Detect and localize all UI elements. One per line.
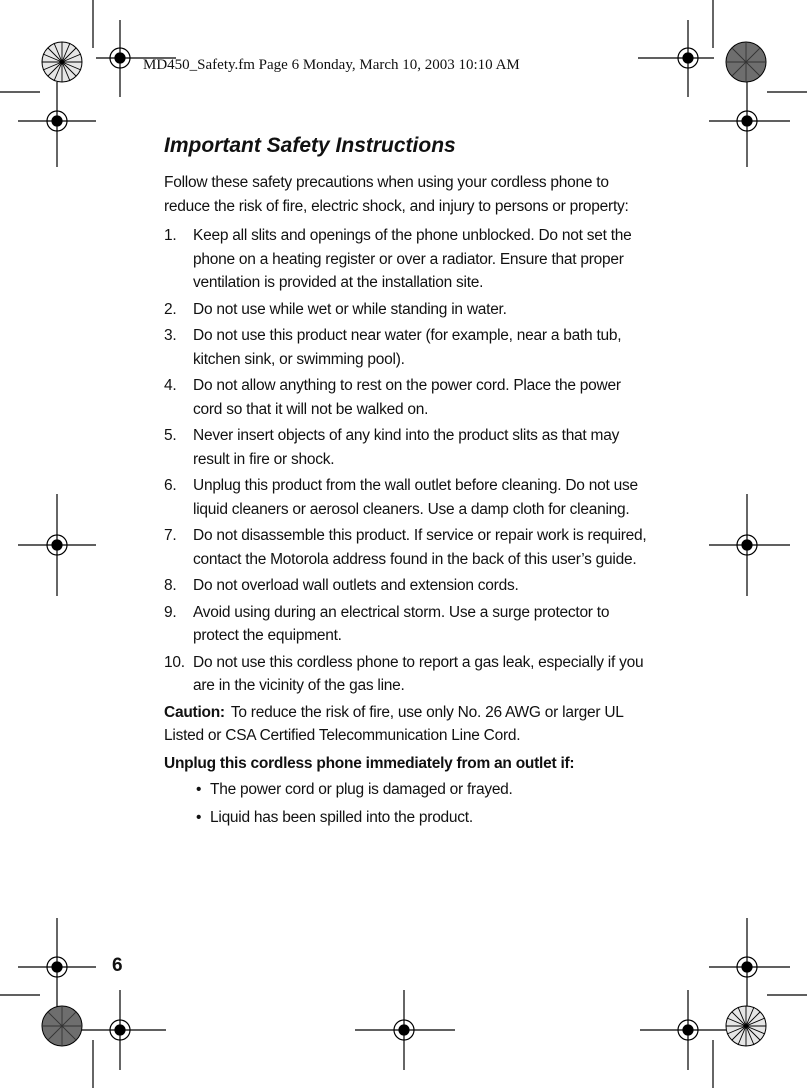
starburst-calibration-icon [726, 1006, 766, 1046]
list-item [164, 224, 648, 295]
list-item-text: Liquid has been spilled into the product. [210, 808, 473, 826]
list-item-number: 7. [164, 527, 177, 544]
list-item [164, 524, 648, 571]
file-slug: MD450_Safety.fm Page 6 Monday, March 10, 2003 10:10 AM [143, 57, 520, 73]
starburst-calibration-icon [42, 42, 82, 82]
list-item-text: Unplug this product from the wall outlet before cleaning. Do not use liquid cleaners or aerosol cleaners. Use a damp cloth for cleaning. [193, 477, 638, 518]
unplug-conditions-list [164, 778, 648, 829]
list-item-text: Keep all slits and openings of the phone unblocked. Do not set the phone on a heating register or over a radiator. Ensure that proper ventilation is provided at the installation site. [193, 227, 632, 291]
list-item-text: Never insert objects of any kind into the product slits as that may result in fire or shock. [193, 427, 620, 468]
list-item-text: Do not use this cordless phone to report a gas leak, especially if you are in the vicinity of the gas line. [193, 653, 644, 694]
list-item-text: Do not use this product near water (for example, near a bath tub, kitchen sink, or swimming pool). [193, 327, 622, 368]
list-item [164, 298, 648, 322]
list-item-number: 6. [164, 477, 177, 494]
safety-steps-list [164, 224, 648, 698]
list-item-text: The power cord or plug is damaged or frayed. [210, 781, 513, 798]
list-item-number: 8. [164, 577, 177, 594]
gray-calibration-disc-icon [42, 1006, 82, 1046]
list-item-number: 4. [164, 377, 177, 394]
unplug-heading: Unplug this cordless phone immediately from an outlet if: [164, 754, 575, 772]
list-item-number: 3. [164, 327, 177, 344]
list-item-text: Do not overload wall outlets and extension cords. [193, 577, 519, 594]
list-item [164, 424, 648, 471]
list-item-number: 5. [164, 427, 177, 444]
list-item-text: Do not allow anything to rest on the power cord. Place the power cord so that it will not be walked on. [193, 377, 621, 418]
list-item [196, 778, 648, 802]
list-item-number: 9. [164, 603, 177, 621]
caution-text: To reduce the risk of fire, use only No. 26 AWG or larger UL Listed or CSA Certified Telecommunication Line Cord. [164, 703, 624, 744]
section-title: Important Safety Instructions [164, 134, 456, 157]
bullet-icon: • [196, 781, 202, 798]
safety-instructions-section [164, 132, 648, 833]
page-number: 6 [112, 955, 123, 976]
gray-calibration-disc-icon [726, 42, 766, 82]
list-item-number: 10. [164, 653, 185, 671]
intro-paragraph: Follow these safety precautions when using your cordless phone to reduce the risk of fire, electric shock, and injury to persons or property: [164, 174, 629, 215]
list-item [164, 601, 648, 648]
list-item-number: 1. [164, 227, 177, 244]
caution-note [164, 701, 648, 748]
list-item [164, 474, 648, 521]
list-item [164, 324, 648, 371]
list-item-number: 2. [164, 300, 177, 318]
caution-label: Caution: [164, 703, 225, 721]
list-item-text: Avoid using during an electrical storm. Use a surge protector to protect the equipment. [193, 603, 610, 644]
list-item [196, 806, 648, 830]
list-item [164, 574, 648, 598]
list-item [164, 651, 648, 698]
list-item [164, 374, 648, 421]
bullet-icon: • [196, 808, 202, 826]
list-item-text: Do not disassemble this product. If service or repair work is required, contact the Motorola address found in the back of this user’s guide. [193, 527, 647, 568]
list-item-text: Do not use while wet or while standing in water. [193, 300, 507, 318]
